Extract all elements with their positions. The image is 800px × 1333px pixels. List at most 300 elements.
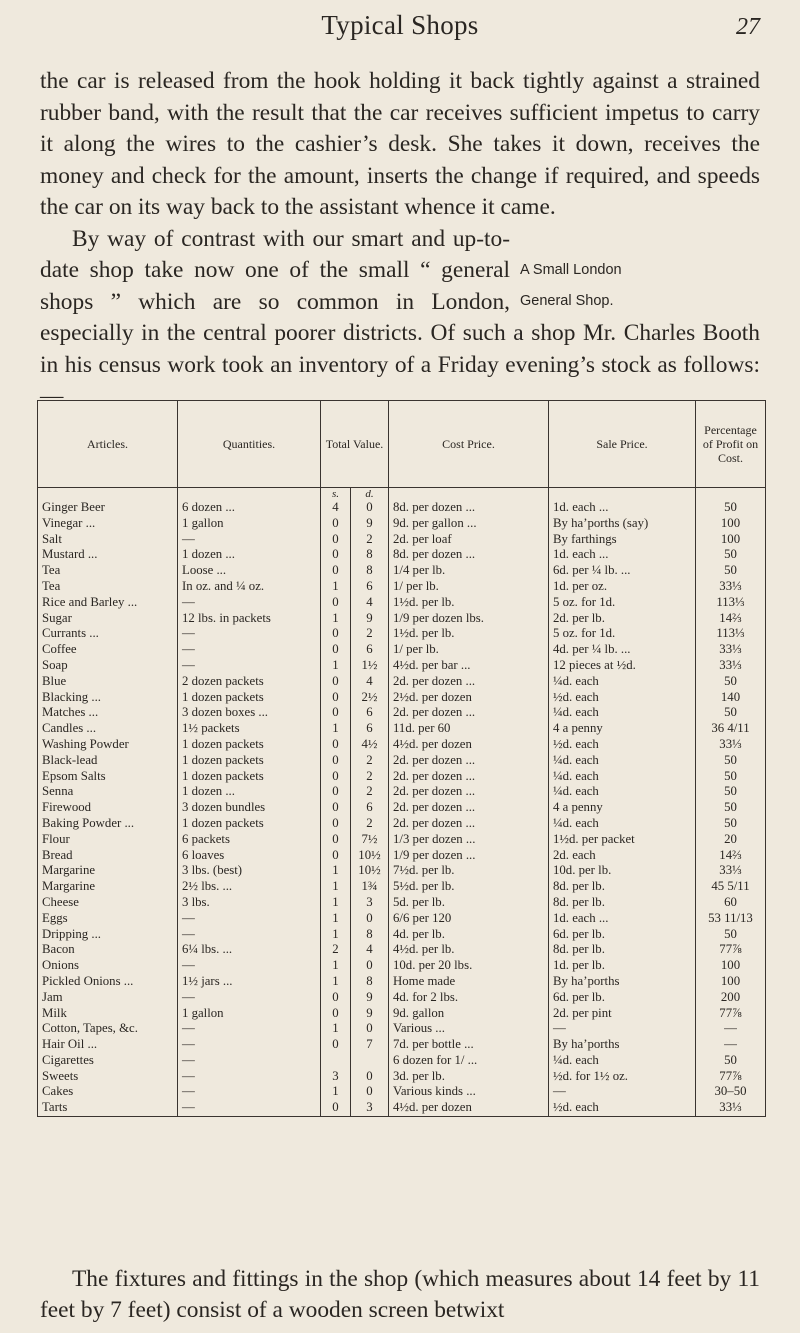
table-row (38, 611, 766, 627)
article-cell: Black-lead (38, 753, 178, 769)
quantity-cell: 3 lbs. (178, 895, 321, 911)
sale-price-cell: 8d. per lb. (549, 895, 696, 911)
table-row (38, 942, 766, 958)
article-cell: Eggs (38, 911, 178, 927)
table-row (38, 848, 766, 864)
profit-percentage-cell: 77⅞ (696, 1006, 766, 1022)
sidenote-line-1: A Small London (520, 261, 622, 278)
sale-price-cell: ¼d. each (549, 753, 696, 769)
table-row (38, 1069, 766, 1085)
sale-price-cell: 6d. per ¼ lb. ... (549, 563, 696, 579)
sale-price-cell: 4 a penny (549, 721, 696, 737)
value-pence-cell: 3 (351, 895, 389, 911)
value-shillings-cell: 0 (321, 595, 351, 611)
cost-price-cell: 5d. per lb. (389, 895, 549, 911)
profit-percentage-cell: 50 (696, 927, 766, 943)
sale-price-cell: ½d. each (549, 737, 696, 753)
quantity-cell: 6 loaves (178, 848, 321, 864)
value-pence-cell: 6 (351, 579, 389, 595)
article-cell: Cigarettes (38, 1053, 178, 1069)
quantity-cell: — (178, 911, 321, 927)
inventory-table (37, 400, 766, 1117)
quantity-cell: — (178, 626, 321, 642)
page-header (0, 0, 800, 60)
profit-percentage-cell: 45 5/11 (696, 879, 766, 895)
value-pence-cell: 6 (351, 800, 389, 816)
table-row (38, 927, 766, 943)
article-cell: Senna (38, 784, 178, 800)
quantity-cell: Loose ... (178, 563, 321, 579)
value-shillings-cell: 1 (321, 863, 351, 879)
table-row (38, 674, 766, 690)
cost-price-cell: 6 dozen for 1/ ... (389, 1053, 549, 1069)
quantity-cell: — (178, 658, 321, 674)
value-pence-cell: 0 (351, 1084, 389, 1100)
cost-price-cell: 1½d. per lb. (389, 626, 549, 642)
profit-percentage-cell: 50 (696, 816, 766, 832)
table-row (38, 500, 766, 516)
sidenote-line-2: General Shop. (520, 292, 614, 309)
sale-price-cell: 1d. each ... (549, 500, 696, 516)
value-shillings-cell: 0 (321, 547, 351, 563)
article-cell: Mustard ... (38, 547, 178, 563)
cost-price-cell: Various ... (389, 1021, 549, 1037)
table-header-row (38, 401, 766, 488)
value-pence-cell: 7 (351, 1037, 389, 1053)
value-shillings-cell: 1 (321, 579, 351, 595)
cost-price-cell: Various kinds ... (389, 1084, 549, 1100)
cost-price-cell: 2d. per dozen ... (389, 784, 549, 800)
quantity-cell: 12 lbs. in packets (178, 611, 321, 627)
cost-price-cell: 1/4 per lb. (389, 563, 549, 579)
quantity-cell: — (178, 642, 321, 658)
profit-percentage-cell: 53 11/13 (696, 911, 766, 927)
cost-price-cell: 4½d. per bar ... (389, 658, 549, 674)
cost-price-cell: 2d. per dozen ... (389, 816, 549, 832)
cost-price-cell: 3d. per lb. (389, 1069, 549, 1085)
article-cell: Firewood (38, 800, 178, 816)
article-cell: Salt (38, 532, 178, 548)
value-pence-cell: 2 (351, 816, 389, 832)
quantity-cell: — (178, 595, 321, 611)
value-shillings-cell: 2 (321, 942, 351, 958)
value-shillings-cell: 0 (321, 848, 351, 864)
header-percentage: Percentage of Profit on Cost. (696, 401, 766, 488)
cost-price-cell: 8d. per dozen ... (389, 500, 549, 516)
cost-price-cell: 11d. per 60 (389, 721, 549, 737)
table-row (38, 1006, 766, 1022)
table-row (38, 721, 766, 737)
profit-percentage-cell: 100 (696, 532, 766, 548)
profit-percentage-cell: 100 (696, 516, 766, 532)
cost-price-cell: 1½d. per lb. (389, 595, 549, 611)
profit-percentage-cell: 50 (696, 1053, 766, 1069)
profit-percentage-cell: 50 (696, 500, 766, 516)
value-pence-cell: 9 (351, 1006, 389, 1022)
value-shillings-cell: 4 (321, 500, 351, 516)
value-pence-cell: 8 (351, 547, 389, 563)
quantity-cell: — (178, 927, 321, 943)
value-pence-cell: 0 (351, 500, 389, 516)
quantity-cell: 1 gallon (178, 516, 321, 532)
value-pence-cell: 10½ (351, 863, 389, 879)
table-row (38, 974, 766, 990)
table-row (38, 784, 766, 800)
table-body (38, 488, 766, 1117)
table-row (38, 737, 766, 753)
quantity-cell: 6 packets (178, 832, 321, 848)
cost-price-cell: 4½d. per dozen (389, 737, 549, 753)
cost-price-cell: 7½d. per lb. (389, 863, 549, 879)
profit-percentage-cell: 50 (696, 674, 766, 690)
sale-price-cell: ½d. each (549, 690, 696, 706)
quantity-cell: 1 dozen ... (178, 784, 321, 800)
article-cell: Epsom Salts (38, 769, 178, 785)
value-pence-cell: 10½ (351, 848, 389, 864)
value-pence-cell: 9 (351, 611, 389, 627)
value-shillings-cell: 0 (321, 769, 351, 785)
quantity-cell: — (178, 1053, 321, 1069)
value-pence-cell: 9 (351, 990, 389, 1006)
sale-price-cell: By ha’porths (say) (549, 516, 696, 532)
profit-percentage-cell: 50 (696, 753, 766, 769)
sale-price-cell: ½d. each (549, 1100, 696, 1116)
profit-percentage-cell: 200 (696, 990, 766, 1006)
cost-price-cell: 4d. for 2 lbs. (389, 990, 549, 1006)
paragraph-1: the car is released from the hook holding it back tightly against a strained rubber band, with the result that the car receives sufficient impetus to carry it along the wires to the cashier’s desk. She takes it down, receives the money and check for the amount, inserts the change if required, and speeds the car on its way back to the assistant whence it came. (40, 68, 760, 220)
sale-price-cell: 1d. each ... (549, 911, 696, 927)
sale-price-cell: 5 oz. for 1d. (549, 626, 696, 642)
value-pence-cell: 1½ (351, 658, 389, 674)
value-shillings-cell: 1 (321, 958, 351, 974)
value-shillings-cell: 1 (321, 927, 351, 943)
profit-percentage-cell: 14⅔ (696, 611, 766, 627)
article-cell: Bacon (38, 942, 178, 958)
quantity-cell: 3 dozen bundles (178, 800, 321, 816)
value-pence-cell: 8 (351, 974, 389, 990)
article-cell: Cheese (38, 895, 178, 911)
cost-price-cell: 8d. per dozen ... (389, 547, 549, 563)
article-cell: Sweets (38, 1069, 178, 1085)
sale-price-cell: 10d. per lb. (549, 863, 696, 879)
sale-price-cell: 1d. per oz. (549, 579, 696, 595)
table-row (38, 705, 766, 721)
table-row (38, 911, 766, 927)
value-shillings-cell: 0 (321, 626, 351, 642)
quantity-cell: In oz. and ¼ oz. (178, 579, 321, 595)
value-pence-cell: 0 (351, 1021, 389, 1037)
cost-price-cell: 2d. per loaf (389, 532, 549, 548)
cost-price-cell: 1/3 per dozen ... (389, 832, 549, 848)
cost-price-cell: 4d. per lb. (389, 927, 549, 943)
footer-text (40, 1264, 760, 1326)
value-pence-cell: 3 (351, 1100, 389, 1116)
cost-price-cell: 1/9 per dozen lbs. (389, 611, 549, 627)
value-shillings-cell: 0 (321, 737, 351, 753)
article-cell: Tea (38, 563, 178, 579)
table-row (38, 1100, 766, 1116)
profit-percentage-cell: 50 (696, 547, 766, 563)
table-row (38, 990, 766, 1006)
value-pence-cell: 2 (351, 753, 389, 769)
article-cell: Soap (38, 658, 178, 674)
value-pence-cell: 2½ (351, 690, 389, 706)
profit-percentage-cell: 20 (696, 832, 766, 848)
value-shillings-cell: 1 (321, 1021, 351, 1037)
value-shillings-cell: 0 (321, 705, 351, 721)
profit-percentage-cell: — (696, 1037, 766, 1053)
cost-price-cell: 4½d. per lb. (389, 942, 549, 958)
sale-price-cell: 6d. per lb. (549, 927, 696, 943)
value-shillings-cell: 0 (321, 690, 351, 706)
article-cell: Tea (38, 579, 178, 595)
quantity-cell: 1 dozen packets (178, 737, 321, 753)
header-total-value: Total Value. (321, 401, 389, 488)
quantity-cell: 1 gallon (178, 1006, 321, 1022)
sale-price-cell: 5 oz. for 1d. (549, 595, 696, 611)
quantity-cell: — (178, 1084, 321, 1100)
article-cell: Candles ... (38, 721, 178, 737)
quantity-cell: 1½ packets (178, 721, 321, 737)
value-pence-cell: 0 (351, 958, 389, 974)
sale-price-cell: ¼d. each (549, 769, 696, 785)
value-pence-cell: 0 (351, 911, 389, 927)
cost-price-cell: 9d. gallon (389, 1006, 549, 1022)
table-row (38, 642, 766, 658)
value-shillings-cell: 0 (321, 516, 351, 532)
article-cell: Currants ... (38, 626, 178, 642)
value-pence-cell: 7½ (351, 832, 389, 848)
article-cell: Margarine (38, 863, 178, 879)
table-row (38, 1021, 766, 1037)
cost-price-cell: 5½d. per lb. (389, 879, 549, 895)
sale-price-cell: 8d. per lb. (549, 942, 696, 958)
value-pence-cell: 2 (351, 532, 389, 548)
profit-percentage-cell: 140 (696, 690, 766, 706)
article-cell: Cotton, Tapes, &c. (38, 1021, 178, 1037)
body-text (40, 66, 760, 413)
sale-price-cell: By ha’porths (549, 974, 696, 990)
sale-price-cell: 1d. each ... (549, 547, 696, 563)
value-shillings-cell: 1 (321, 895, 351, 911)
quantity-cell: — (178, 1100, 321, 1116)
sale-price-cell: ¼d. each (549, 1053, 696, 1069)
article-cell: Jam (38, 990, 178, 1006)
header-sale-price: Sale Price. (549, 401, 696, 488)
value-shillings-cell: 0 (321, 990, 351, 1006)
cost-price-cell: 6/6 per 120 (389, 911, 549, 927)
value-pence-cell: 6 (351, 721, 389, 737)
cost-price-cell: 7d. per bottle ... (389, 1037, 549, 1053)
inventory-table-wrapper (37, 400, 765, 1117)
value-shillings-cell: 0 (321, 642, 351, 658)
profit-percentage-cell: 33⅓ (696, 863, 766, 879)
profit-percentage-cell: 33⅓ (696, 737, 766, 753)
value-shillings-cell (321, 1053, 351, 1069)
value-pence-cell: 6 (351, 642, 389, 658)
quantity-cell: 1 dozen packets (178, 690, 321, 706)
quantity-cell: 2 dozen packets (178, 674, 321, 690)
article-cell: Matches ... (38, 705, 178, 721)
article-cell: Cakes (38, 1084, 178, 1100)
page-number: 27 (736, 14, 760, 40)
value-pence-cell: 0 (351, 1069, 389, 1085)
cost-price-cell: 2d. per dozen ... (389, 674, 549, 690)
article-cell: Bread (38, 848, 178, 864)
table-row (38, 516, 766, 532)
article-cell: Dripping ... (38, 927, 178, 943)
profit-percentage-cell: 30–50 (696, 1084, 766, 1100)
article-cell: Blue (38, 674, 178, 690)
quantity-cell: 2½ lbs. ... (178, 879, 321, 895)
units-row (38, 488, 766, 501)
value-pence-cell: 1¾ (351, 879, 389, 895)
quantity-cell: — (178, 532, 321, 548)
table-row (38, 879, 766, 895)
profit-percentage-cell: 33⅓ (696, 579, 766, 595)
value-pence-cell: 4 (351, 942, 389, 958)
article-cell: Onions (38, 958, 178, 974)
value-shillings-cell: 0 (321, 674, 351, 690)
value-pence-cell: 4½ (351, 737, 389, 753)
value-shillings-cell: 3 (321, 1069, 351, 1085)
cost-price-cell: 10d. per 20 lbs. (389, 958, 549, 974)
article-cell: Flour (38, 832, 178, 848)
table-row (38, 1053, 766, 1069)
profit-percentage-cell: 50 (696, 705, 766, 721)
quantity-cell: 1 dozen ... (178, 547, 321, 563)
profit-percentage-cell: 50 (696, 784, 766, 800)
table-row (38, 658, 766, 674)
article-cell: Pickled Onions ... (38, 974, 178, 990)
value-shillings-cell: 1 (321, 974, 351, 990)
table-row (38, 690, 766, 706)
article-cell: Rice and Barley ... (38, 595, 178, 611)
value-shillings-cell: 0 (321, 832, 351, 848)
table-row (38, 626, 766, 642)
paragraph-2: By way of contrast with our smart and up-to-date shop take now one of the small “ general shops ” which are so common in London, especially in the central poorer districts. Of such a shop Mr. Charles Booth in his census work took an inventory of a Friday evening’s stock as follows:— (40, 225, 760, 409)
profit-percentage-cell: 33⅓ (696, 1100, 766, 1116)
value-pence-cell: 8 (351, 927, 389, 943)
sale-price-cell: ½d. for 1½ oz. (549, 1069, 696, 1085)
value-shillings-cell: 0 (321, 816, 351, 832)
cost-price-cell: 4½d. per dozen (389, 1100, 549, 1116)
quantity-cell: — (178, 1037, 321, 1053)
value-shillings-cell: 1 (321, 721, 351, 737)
quantity-cell: — (178, 1069, 321, 1085)
sale-price-cell: 2d. per pint (549, 1006, 696, 1022)
quantity-cell: — (178, 990, 321, 1006)
profit-percentage-cell: — (696, 1021, 766, 1037)
value-pence-cell: 4 (351, 674, 389, 690)
cost-price-cell: 2d. per dozen ... (389, 800, 549, 816)
profit-percentage-cell: 113⅓ (696, 595, 766, 611)
profit-percentage-cell: 36 4/11 (696, 721, 766, 737)
cost-price-cell: Home made (389, 974, 549, 990)
sale-price-cell: By ha’porths (549, 1037, 696, 1053)
sale-price-cell: 2d. each (549, 848, 696, 864)
sale-price-cell: ¼d. each (549, 674, 696, 690)
quantity-cell: 1 dozen packets (178, 769, 321, 785)
unit-pence: d. (351, 488, 389, 501)
value-shillings-cell: 0 (321, 1037, 351, 1053)
value-shillings-cell: 1 (321, 911, 351, 927)
value-shillings-cell: 0 (321, 532, 351, 548)
sale-price-cell: ¼d. each (549, 705, 696, 721)
quantity-cell: 1 dozen packets (178, 753, 321, 769)
profit-percentage-cell: 14⅔ (696, 848, 766, 864)
sale-price-cell: ¼d. each (549, 816, 696, 832)
value-pence-cell (351, 1053, 389, 1069)
sale-price-cell: 1d. per lb. (549, 958, 696, 974)
sale-price-cell: — (549, 1084, 696, 1100)
value-pence-cell: 2 (351, 784, 389, 800)
profit-percentage-cell: 113⅓ (696, 626, 766, 642)
article-cell: Vinegar ... (38, 516, 178, 532)
value-shillings-cell: 1 (321, 658, 351, 674)
value-shillings-cell: 0 (321, 563, 351, 579)
table-row (38, 532, 766, 548)
cost-price-cell: 1/ per lb. (389, 579, 549, 595)
running-title: Typical Shops (321, 10, 479, 40)
sale-price-cell: — (549, 1021, 696, 1037)
quantity-cell: 3 lbs. (best) (178, 863, 321, 879)
quantity-cell: 6 dozen ... (178, 500, 321, 516)
header-quantities: Quantities. (178, 401, 321, 488)
article-cell: Milk (38, 1006, 178, 1022)
value-pence-cell: 8 (351, 563, 389, 579)
sidenote (520, 255, 760, 317)
sale-price-cell: By farthings (549, 532, 696, 548)
article-cell: Tarts (38, 1100, 178, 1116)
article-cell: Ginger Beer (38, 500, 178, 516)
cost-price-cell: 2d. per dozen ... (389, 769, 549, 785)
profit-percentage-cell: 77⅞ (696, 942, 766, 958)
table-row (38, 895, 766, 911)
value-shillings-cell: 1 (321, 879, 351, 895)
table-row (38, 958, 766, 974)
table-row (38, 563, 766, 579)
profit-percentage-cell: 60 (696, 895, 766, 911)
sale-price-cell: 8d. per lb. (549, 879, 696, 895)
sale-price-cell: 6d. per lb. (549, 990, 696, 1006)
profit-percentage-cell: 100 (696, 974, 766, 990)
sale-price-cell: 1½d. per packet (549, 832, 696, 848)
article-cell: Blacking ... (38, 690, 178, 706)
value-pence-cell: 6 (351, 705, 389, 721)
cost-price-cell: 1/ per lb. (389, 642, 549, 658)
table-row (38, 832, 766, 848)
value-shillings-cell: 0 (321, 1006, 351, 1022)
profit-percentage-cell: 100 (696, 958, 766, 974)
table-row (38, 595, 766, 611)
value-pence-cell: 2 (351, 626, 389, 642)
article-cell: Sugar (38, 611, 178, 627)
table-row (38, 769, 766, 785)
article-cell: Washing Powder (38, 737, 178, 753)
article-cell: Baking Powder ... (38, 816, 178, 832)
table-row (38, 579, 766, 595)
table-row (38, 816, 766, 832)
sale-price-cell: 4d. per ¼ lb. ... (549, 642, 696, 658)
profit-percentage-cell: 50 (696, 800, 766, 816)
table-row (38, 800, 766, 816)
profit-percentage-cell: 77⅞ (696, 1069, 766, 1085)
cost-price-cell: 2d. per dozen ... (389, 705, 549, 721)
sale-price-cell: 12 pieces at ½d. (549, 658, 696, 674)
paragraph-3: The fixtures and fittings in the shop (which measures about 14 feet by 11 feet by 7 feet) consist of a wooden screen betwixt (40, 1266, 760, 1323)
value-pence-cell: 4 (351, 595, 389, 611)
